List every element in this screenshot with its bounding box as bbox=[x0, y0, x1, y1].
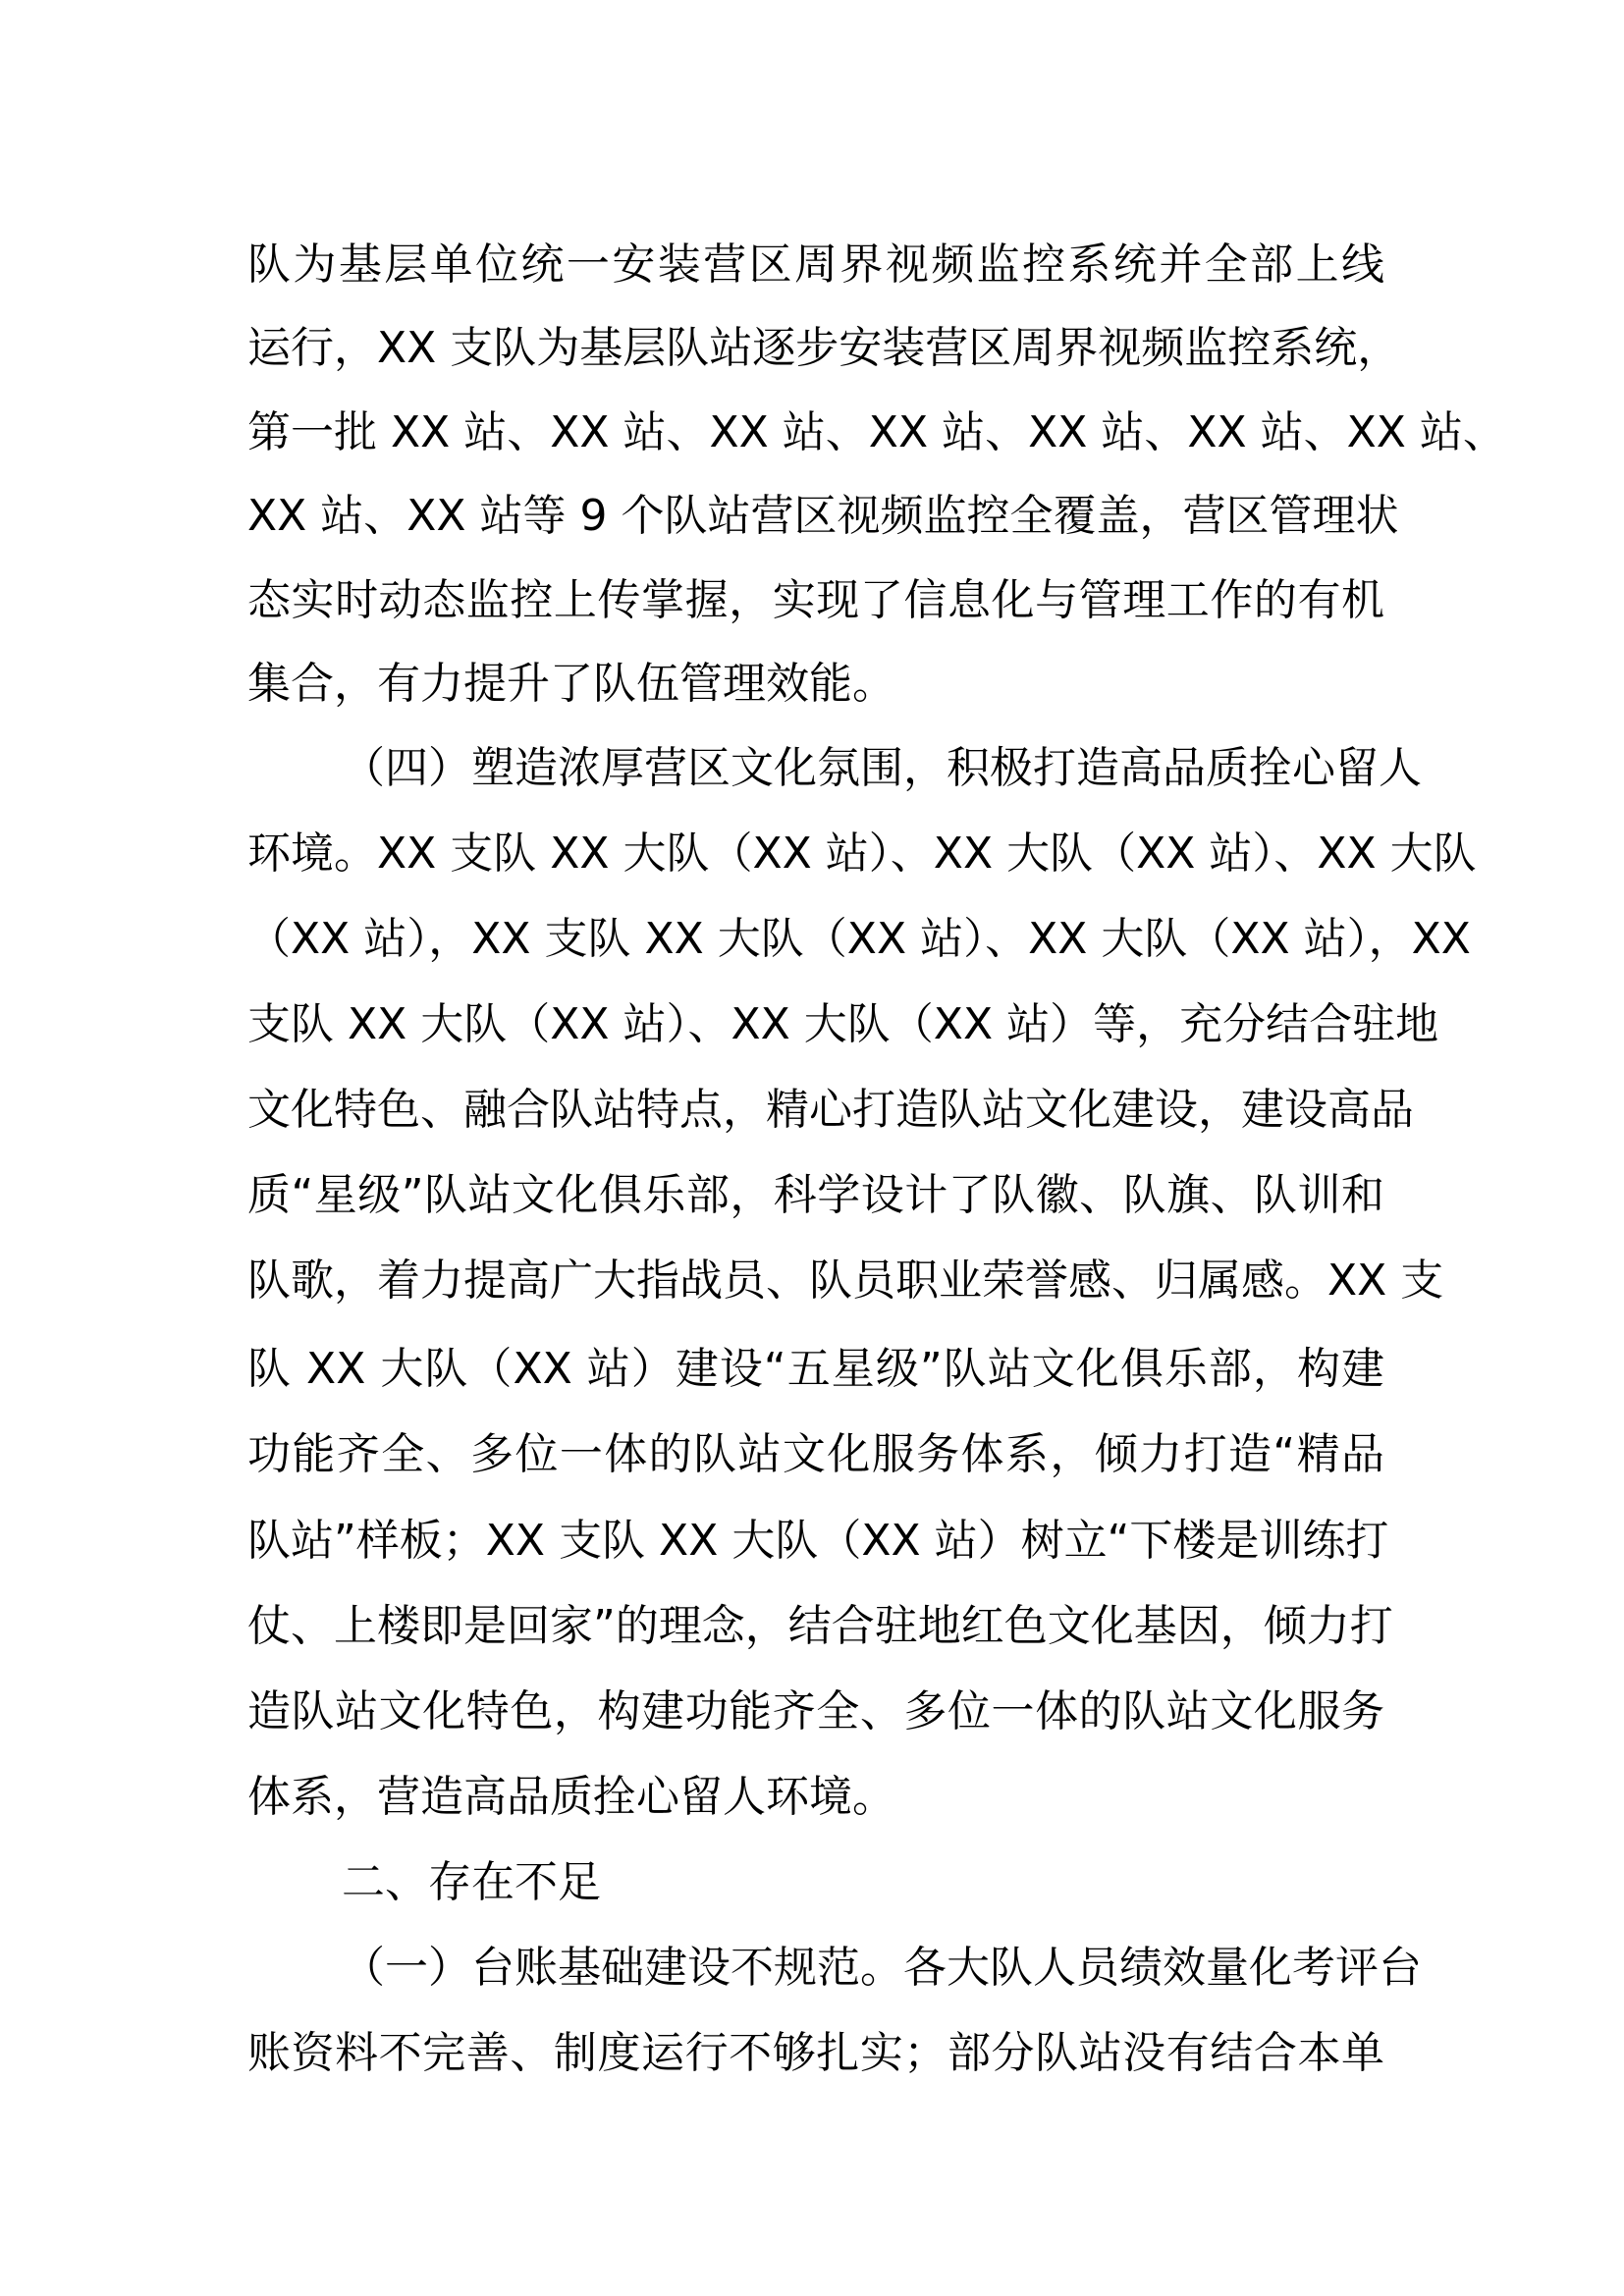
text-line: 质“星级”队站文化俱乐部，科学设计了队徽、队旗、队训和 bbox=[247, 1170, 1384, 1220]
text-line: 文化特色、融合队站特点，精心打造队站文化建设，建设高品 bbox=[247, 1085, 1414, 1135]
text-line: （四）塑造浓厚营区文化氛围，积极打造高品质拴心留人 bbox=[342, 743, 1422, 793]
text-line: 队 XX 大队（XX 站）建设“五星级”队站文化俱乐部，构建 bbox=[247, 1344, 1384, 1394]
text-line: 队为基层单位统一安装营区周界视频监控系统并全部上线 bbox=[247, 240, 1384, 290]
text-line: 支队 XX 大队（XX 站）、XX 大队（XX 站）等，充分结合驻地 bbox=[247, 999, 1439, 1049]
text-line: 集合，有力提升了队伍管理效能。 bbox=[247, 659, 895, 709]
text-line: XX 站、XX 站等 9 个队站营区视频监控全覆盖，营区管理状 bbox=[247, 491, 1399, 541]
text-line: 造队站文化特色，构建功能齐全、多位一体的队站文化服务 bbox=[247, 1686, 1384, 1736]
text-line: 运行，XX 支队为基层队站逐步安装营区周界视频监控系统， bbox=[247, 323, 1401, 373]
text-line: 队站”样板；XX 支队 XX 大队（XX 站）树立“下楼是训练打 bbox=[247, 1516, 1389, 1566]
text-line: 体系，营造高品质拴心留人环境。 bbox=[247, 1772, 895, 1822]
text-line: 功能齐全、多位一体的队站文化服务体系，倾力打造“精品 bbox=[247, 1429, 1384, 1479]
text-line: 队歌，着力提高广大指战员、队员职业荣誉感、归属感。XX 支 bbox=[247, 1255, 1444, 1306]
text-line: 态实时动态监控上传掌握，实现了信息化与管理工作的有机 bbox=[247, 575, 1384, 625]
text-line: 仗、上楼即是回家”的理念，结合驻地红色文化基因，倾力打 bbox=[247, 1601, 1393, 1651]
text-line: 账资料不完善、制度运行不够扎实；部分队站没有结合本单 bbox=[247, 2028, 1384, 2078]
text-line: （XX 站），XX 支队 XX 大队（XX 站）、XX 大队（XX 站），XX bbox=[247, 914, 1471, 964]
section-heading: 二、存在不足 bbox=[342, 1857, 601, 1907]
text-line: 第一批 XX 站、XX 站、XX 站、XX 站、XX 站、XX 站、XX 站、 bbox=[247, 407, 1506, 457]
text-line: 环境。XX 支队 XX 大队（XX 站）、XX 大队（XX 站）、XX 大队 bbox=[247, 828, 1477, 879]
text-line: （一）台账基础建设不规范。各大队人员绩效量化考评台 bbox=[342, 1943, 1422, 1993]
